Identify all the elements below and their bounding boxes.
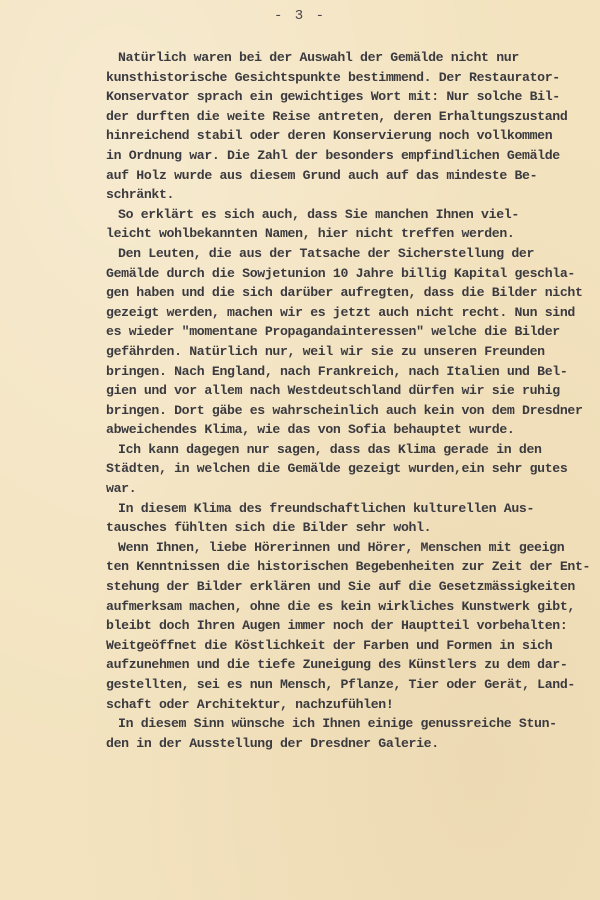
text-line: Ich kann dagegen nur sagen, dass das Klima gerade in den [118, 441, 542, 457]
text-line: war. [106, 481, 137, 497]
text-line: bringen. Nach England, nach Frankreich, nach Italien und Bel- [106, 363, 568, 379]
text-line: abweichendes Klima, wie das von Sofia behauptet wurde. [106, 422, 515, 438]
text-line: Konservator sprach ein gewichtiges Wort mit: Nur solche Bil- [106, 89, 560, 105]
text-line: gien und vor allem nach Westdeutschland dürfen wir sie ruhig [106, 383, 560, 399]
text-line: Natürlich waren bei der Auswahl der Gemälde nicht nur [118, 50, 519, 65]
text-line: in Ordnung war. Die Zahl der besonders empfindlichen Gemälde [106, 147, 560, 163]
text-line: Städten, in welchen die Gemälde gezeigt wurden,ein sehr gutes [106, 461, 568, 477]
text-line: aufzunehmen und die tiefe Zuneigung des Künstlers zu dem dar- [106, 657, 568, 673]
text-line: gezeigt werden, machen wir es jetzt auch nicht recht. Nun sind [106, 304, 575, 320]
text-line: aufmerksam machen, ohne die es kein wirkliches Kunstwerk gibt, [106, 598, 575, 614]
text-line: bleibt doch Ihren Augen immer noch der Hauptteil vorbehalten: [106, 618, 568, 634]
text-line: es wieder "momentane Propagandainteressen" welche die Bilder [106, 324, 560, 340]
text-line: der durften die weite Reise antreten, deren Erhaltungszustand [106, 108, 568, 124]
text-line: Den Leuten, die aus der Tatsache der Sicherstellung der [118, 245, 535, 261]
text-line: Wenn Ihnen, liebe Hörerinnen und Hörer, Menschen mit geeign [118, 539, 565, 555]
text-line: Gemälde durch die Sowjetunion 10 Jahre billig Kapital geschla- [106, 265, 575, 281]
body-text [0, 48, 600, 753]
text-line: kunsthistorische Gesichtspunkte bestimmend. Der Restaurator- [106, 69, 560, 85]
text-line: ten Kenntnissen die historischen Begebenheiten zur Zeit der Ent- [106, 559, 591, 575]
text-line: hinreichend stabil oder deren Konservierung noch vollkommen [106, 128, 553, 144]
text-line: Weitgeöffnet die Köstlichkeit der Farben und Formen in sich [106, 637, 553, 653]
text-line: schaft oder Architektur, nachzufühlen! [106, 696, 394, 712]
text-line: In diesem Sinn wünsche ich Ihnen einige genussreiche Stun- [118, 716, 557, 732]
text-line: gestellten, sei es nun Mensch, Pflanze, Tier oder Gerät, Land- [106, 677, 575, 692]
text-line: tausches fühlten sich die Bilder sehr wohl. [106, 520, 432, 536]
text-line: leicht wohlbekannten Namen, hier nicht treffen werden. [106, 226, 515, 242]
text-line: schränkt. [106, 187, 175, 203]
text-line: bringen. Dort gäbe es wahrscheinlich auch kein von dem Dresdner [106, 402, 583, 418]
text-line: gen haben und die sich darüber aufregten, dass die Bilder nicht [106, 285, 583, 301]
text-line: den in der Ausstellung der Dresdner Galerie. [106, 735, 439, 751]
text-line: gefährden. Natürlich nur, weil wir sie zu unseren Freunden [106, 343, 545, 359]
text-line: In diesem Klima des freundschaftlichen kulturellen Aus- [118, 500, 535, 516]
text-line: So erklärt es sich auch, dass Sie manchen Ihnen viel- [118, 206, 519, 222]
text-line: auf Holz wurde aus diesem Grund auch auf das mindeste Be- [106, 167, 538, 183]
text-line: stehung der Bilder erklären und Sie auf die Gesetzmässigkeiten [106, 579, 575, 595]
page-number: - 3 - [273, 8, 326, 24]
